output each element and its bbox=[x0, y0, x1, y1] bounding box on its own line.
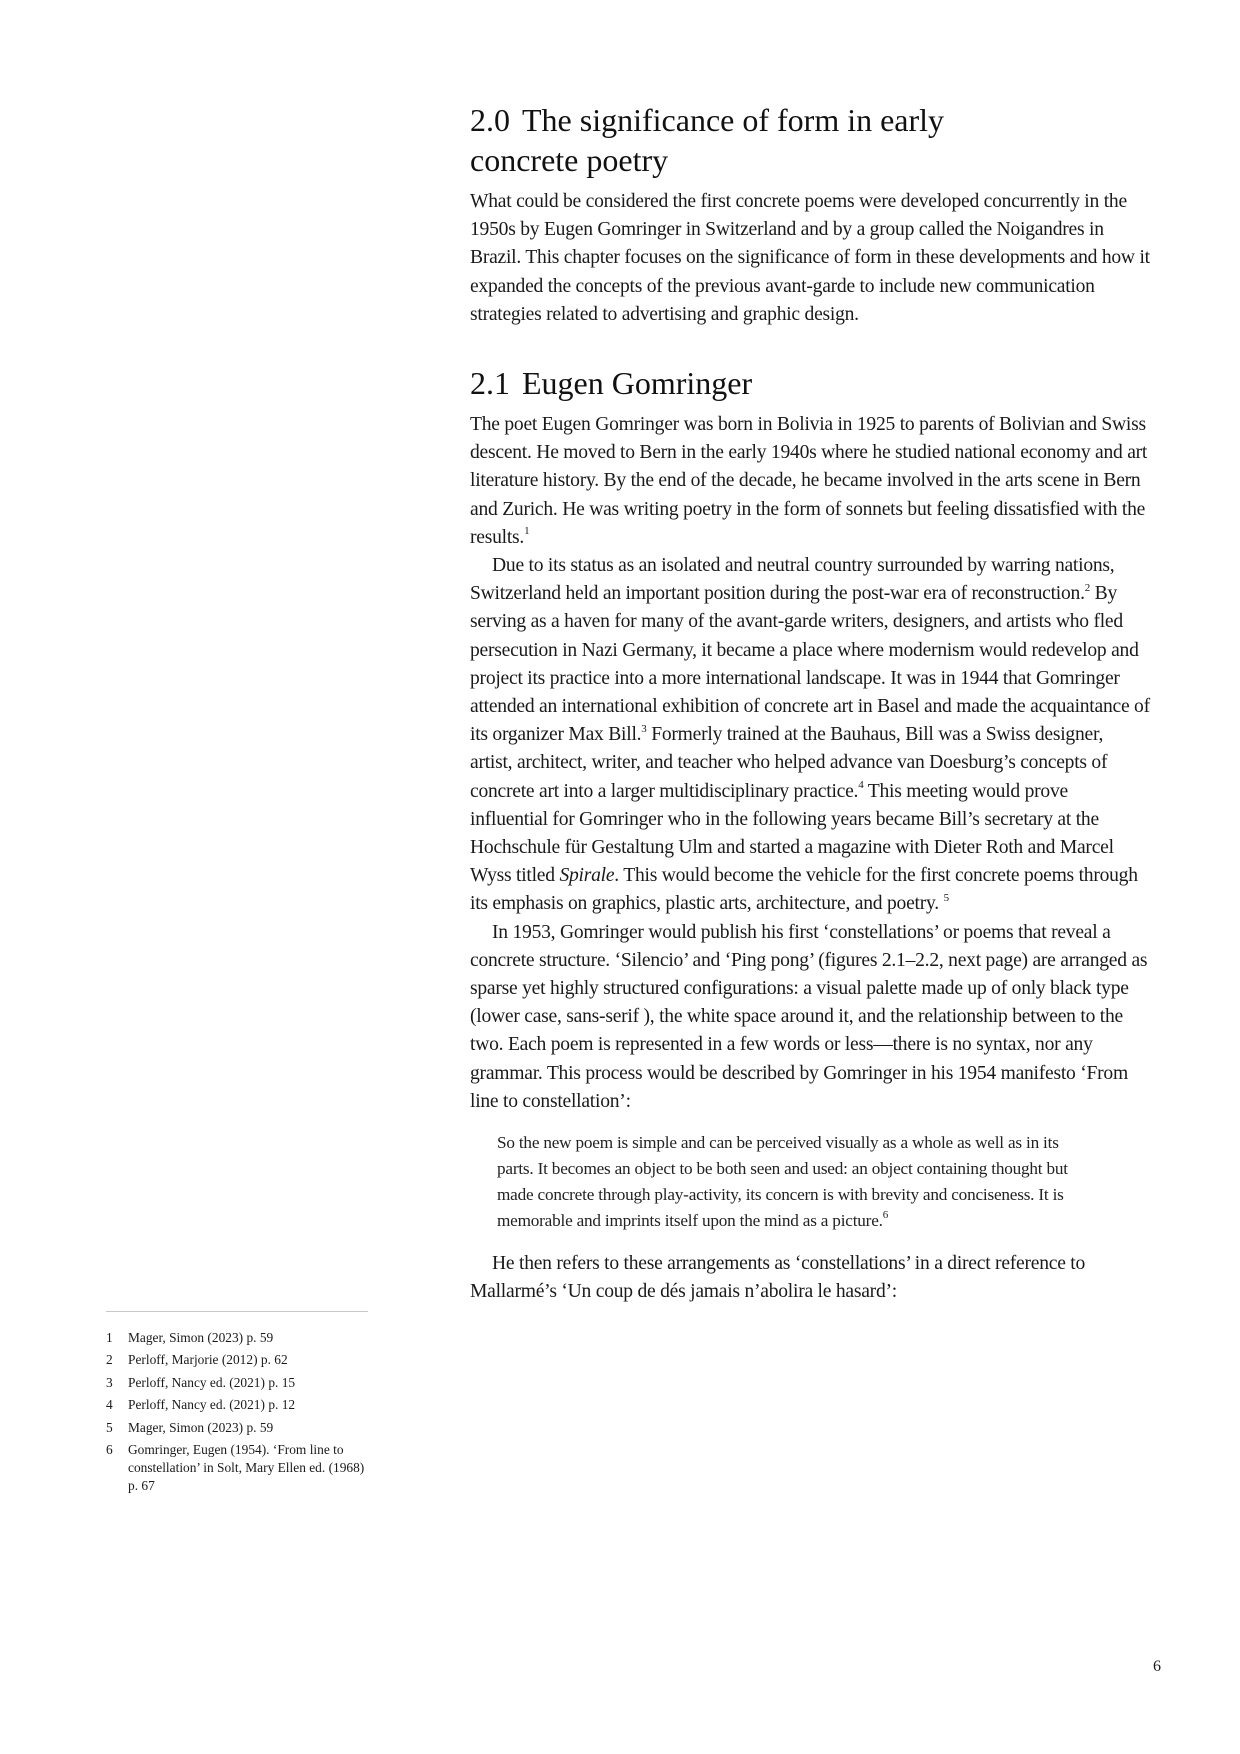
body-paragraph-3: In 1953, Gomringer would publish his first ‘constellations’ or poems that reveal a concrete structure. ‘Silencio’ and ‘Ping pong’ (figures 2.1–2.2, next page) are arranged as sparse yet highly structured configurations: a visual palette made up of only black type (lower case, sans-serif ), the white space around it, and the relationship between to the two. Each poem is represented in a few words or less—there is no syntax, nor any grammar. This process would be described by Gomringer in his 1954 manifesto ‘From line to constellation’: bbox=[470, 921, 1148, 1112]
footnote-ref[interactable]: 2 bbox=[1084, 581, 1090, 594]
footnote-item bbox=[106, 1329, 368, 1347]
footnote-number: 3 bbox=[106, 1374, 113, 1390]
footnote-ref[interactable]: 1 bbox=[524, 525, 530, 538]
body-paragraph-1 bbox=[470, 411, 1150, 552]
page-number: 6 bbox=[1153, 1658, 1161, 1675]
block-quote bbox=[497, 1130, 1097, 1234]
intro-paragraph: What could be considered the first concrete poems were developed concurrently in the 1950s by Eugen Gomringer in Switzerland and by a group called the Noigandres in Brazil. This chapter focuses on the significance of form in these developments and how it expanded the concepts of the previous avant-garde to include new communication strategies related to advertising and graphic design. bbox=[470, 191, 1150, 325]
footnote-item bbox=[106, 1419, 368, 1437]
footnote-text: Mager, Simon (2023) p. 59 bbox=[128, 1419, 274, 1435]
footnote-number: 5 bbox=[106, 1419, 113, 1435]
paragraph-text: Formerly trained at the Bauhaus, Bill was a Swiss designer, artist, architect, writer, and teacher who helped advance van Doesburg’s concepts of concrete art into a larger multidisciplinary practice. bbox=[470, 724, 1108, 802]
footnote-item bbox=[106, 1351, 368, 1369]
section-heading-2-1 bbox=[470, 363, 1150, 403]
section-2-1 bbox=[470, 363, 1150, 1306]
footnote-ref[interactable]: 4 bbox=[858, 779, 864, 792]
footnote-divider bbox=[106, 1311, 368, 1313]
section-number: 2.1 bbox=[470, 365, 510, 402]
footnote-text: Mager, Simon (2023) p. 59 bbox=[128, 1330, 274, 1345]
footnote-ref[interactable]: 3 bbox=[641, 722, 647, 735]
section-title: Eugen Gomringer bbox=[522, 365, 753, 402]
paragraph-text: This meeting would prove influential for Gomringer who in the following years became Bill’s secretary at the Hochschule für Gestaltung Ulm and started a magazine with Dieter Roth and Marcel Wyss titled bbox=[470, 780, 1114, 887]
footnote-ref[interactable]: 6 bbox=[882, 1209, 889, 1222]
footnote-text: Gomringer, Eugen (1954). ‘From line to constellation’ in Solt, Mary Ellen ed. (1968) p. 67 bbox=[128, 1441, 365, 1493]
footnote-number: 1 bbox=[106, 1330, 113, 1345]
footnote-text: Perloff, Nancy ed. (2021) p. 15 bbox=[128, 1374, 296, 1390]
footnotes bbox=[106, 1311, 368, 1499]
paragraph-text: Due to its status as an isolated and neutral country surrounded by warring nations, Switzerland held an important position during the post-war era of reconstruction. bbox=[470, 555, 1115, 605]
section-title-line2: concrete poetry bbox=[470, 142, 669, 178]
footnote-item bbox=[106, 1441, 368, 1494]
main-text-column bbox=[470, 100, 1150, 1307]
paragraph-text: By serving as a haven for many of the avant-garde writers, designers, and artists who fled persecution in Nazi Germany, it became a place where modernism would redevelop and project its practice into a more international landscape. It was in 1944 that Gomringer attended an international exhibition of concrete art in Basel and made the acquaintance of its organizer Max Bill. bbox=[470, 583, 1150, 746]
footnote-item bbox=[106, 1396, 368, 1414]
magazine-title: Spirale bbox=[559, 865, 615, 887]
footnote-number: 4 bbox=[106, 1397, 113, 1413]
footnote-text: Perloff, Marjorie (2012) p. 62 bbox=[128, 1352, 288, 1368]
footnote-text: Perloff, Nancy ed. (2021) p. 12 bbox=[128, 1397, 296, 1413]
quote-text: So the new poem is simple and can be perceived visually as a whole as well as in its parts. It becomes an object to be both seen and used: an object containing thought but made concrete through play-activity, its concern is with brevity and conciseness. It is memorable and imprints itself upon the mind as a picture. bbox=[497, 1133, 1068, 1231]
body-paragraph-2 bbox=[470, 552, 1150, 919]
body-paragraph-4: He then refers to these arrangements as ‘constellations’ in a direct reference to Mallarmé’s ‘Un coup de dés jamais n’abolira le hasard’: bbox=[470, 1253, 1086, 1303]
footnote-number: 2 bbox=[106, 1352, 113, 1368]
footnote-item bbox=[106, 1374, 368, 1392]
footnote-ref[interactable]: 5 bbox=[943, 891, 949, 904]
section-title-line1: The significance of form in early bbox=[522, 102, 945, 138]
footnote-number: 6 bbox=[106, 1441, 113, 1457]
section-heading-2-0 bbox=[470, 100, 1150, 180]
section-number: 2.0 bbox=[470, 102, 510, 138]
paragraph-text: The poet Eugen Gomringer was born in Bolivia in 1925 to parents of Bolivian and Swiss descent. He moved to Bern in the early 1940s where he studied national economy and art literature history. By the end of the decade, he became involved in the arts scene in Bern and Zurich. He was writing poetry in the form of sonnets but feeling dissatisfied with the results. bbox=[470, 414, 1148, 548]
section-2-0 bbox=[470, 100, 1150, 329]
paragraph-text: . This would become the vehicle for the first concrete poems through its emphasis on graphics, plastic arts, architecture, and poetry. bbox=[470, 865, 1138, 915]
